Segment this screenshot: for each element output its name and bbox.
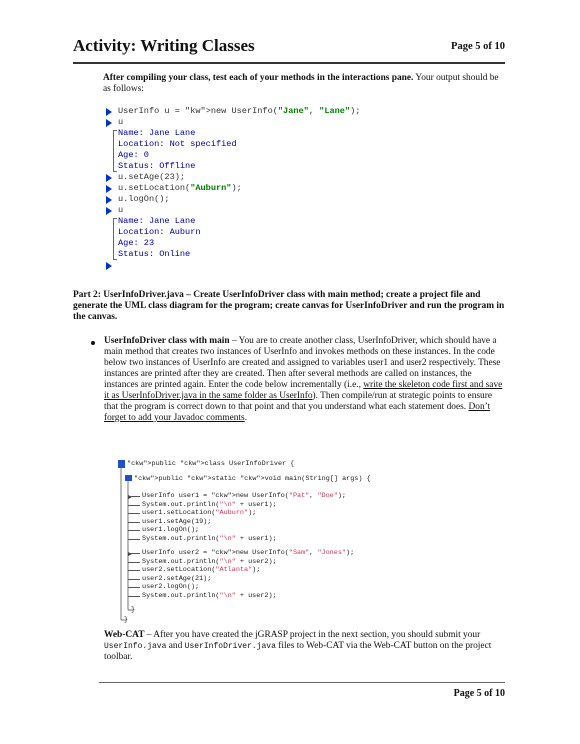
prompt-arrow-icon [106,262,112,270]
interaction-output-line [118,150,418,161]
interaction-output-line [118,161,418,172]
code-line: user2.setLocation("Atlanta"); [142,566,261,574]
interaction-output-line [118,139,418,150]
output-bracket [113,218,117,260]
code-line: System.out.println("\n" + user2); [142,557,277,566]
bullet-link-1: write the skeleton code first and save it as UserInfoDriver.java in the same folder as UserInfo [104,380,503,401]
interaction-text: Location: Not specified [118,139,237,149]
page-header [73,34,505,64]
code-line: System.out.println("\n" + user1); [142,534,277,543]
webcat-text-2: and [166,641,185,651]
code-line-guide [128,539,140,540]
code-line: UserInfo user2 = "ckw">new UserInfo("Sam", "Jones"); [142,549,355,557]
code-line-guide [128,522,140,523]
code-line: user1.setLocation("Auburn"); [142,509,257,517]
webcat-paragraph [104,630,506,663]
prompt-arrow-icon [106,174,112,182]
code-line: user2.setAge(21); [142,574,212,583]
code-line-guide [128,505,140,506]
intro-paragraph [103,73,507,95]
page-title: Activity: Writing Classes [73,36,255,55]
interaction-input-line [118,117,418,128]
page-footer [99,682,505,699]
code-line: UserInfo user1 = "ckw">new UserInfo("Pat", "Doe"); [142,492,347,500]
interaction-input-line [118,172,418,183]
interaction-input-line [118,183,418,194]
code-line-guide [128,562,140,563]
prompt-arrow-icon [106,196,112,204]
part2-heading: Part 2: UserInfoDriver.java – Create UserInfoDriver class with main method; create a project file and generate the UML class diagram for the program; create canvas for UserInfoDriver and run the program in the canvas. [73,290,505,322]
code-line-guide [128,596,140,597]
interaction-output-line [118,227,418,238]
code-line-guide [128,570,140,571]
header-page-number: Page 5 of 10 [451,41,505,52]
interaction-text: u.setLocation("Auburn"); [118,183,242,193]
code-class-declaration: "ckw">public "ckw">class UserInfoDriver { [127,460,295,468]
interaction-text: Age: 0 [118,150,149,160]
output-bracket [113,130,117,172]
prompt-arrow-icon [106,119,112,127]
interaction-text: u [118,205,124,215]
interaction-text: UserInfo u = "kw">new UserInfo("Jane", "Lane"); [118,106,361,116]
footer-page-number: Page 5 of 10 [453,688,505,699]
intro-bold: After compiling your class, test each of your methods in the interactions pane. [103,73,414,83]
interaction-output-line [118,128,418,139]
bullet-lead: UserInfoDriver class with main [104,336,230,346]
interaction-text: u [118,117,124,127]
interaction-input-line [118,260,418,271]
webcat-file-2: UserInfoDriver.java [184,642,276,651]
code-line-guide [128,587,140,588]
code-line-guide [128,553,140,554]
code-line-guide [128,513,140,514]
bullet-text-1: – You are to create another class, UserInfoDriver, which should have a main method that creates two instances of UserInfo and invokes methods on these instances. In the code below two instances of UserInfo are created and assigned to variables user1 and user2 respectively. These instances are printed after they are created. Then after several methods are called on instances, the instances are printed again. Enter the code below incrementally (i.e., [104,336,501,390]
interaction-output-line [118,249,418,260]
bullet-link-2: Don’t forget to add your Javadoc comments [104,402,491,423]
interaction-input-line [118,205,418,216]
code-line: user1.logOn(); [142,526,200,534]
code-line-guide [128,579,140,580]
code-line: user2.logOn(); [142,583,200,591]
code-line-guide [128,496,140,497]
webcat-lead: Web-CAT [104,630,145,640]
bullet-paragraph [104,336,506,424]
interaction-text: Location: Auburn [118,227,201,237]
code-line: System.out.println("\n" + user1); [142,500,277,509]
interaction-text: u.logOn(); [118,194,170,204]
interaction-text: Name: Jane Lane [118,216,196,226]
interactions-pane [118,106,418,271]
bullet-dot [91,341,95,345]
interaction-output-line [118,216,418,227]
code-line-guide [128,530,140,531]
interaction-output-line [118,238,418,249]
prompt-arrow-icon [106,207,112,215]
webcat-file-1: UserInfo.java [104,642,167,651]
code-main-declaration: "ckw">public "ckw">static "ckw">void main(String[] args) { [134,475,371,483]
code-line: user1.setAge(19); [142,517,212,526]
prompt-arrow-icon [106,185,112,193]
bullet-text-3: . [244,413,248,423]
interaction-text: Status: Offline [118,161,196,171]
code-close-class: } [124,616,129,624]
interaction-input-line [118,106,418,117]
interaction-text: Name: Jane Lane [118,128,196,138]
prompt-arrow-icon [106,108,112,116]
code-close-main: } [131,606,136,614]
intro-rest: Your output should be as follows: [103,73,499,94]
interaction-input-line [118,194,418,205]
interaction-text: u.setAge(23); [118,172,186,182]
webcat-text-3: files to Web-CAT via the Web-CAT button on the project toolbar. [104,641,492,662]
code-listing [118,460,408,626]
interaction-text: Status: Online [118,249,191,259]
code-structure-lines [118,460,408,626]
interaction-text: Age: 23 [118,238,155,248]
bullet-text-2: ). Then compile/run at strategic points to ensure that the program is correct down to that point and that you understand what each statement does. [104,391,492,412]
webcat-text-1: – After you have created the jGRASP project in the next section, you should submit your [144,630,481,640]
code-line: System.out.println("\n" + user2); [142,591,277,600]
